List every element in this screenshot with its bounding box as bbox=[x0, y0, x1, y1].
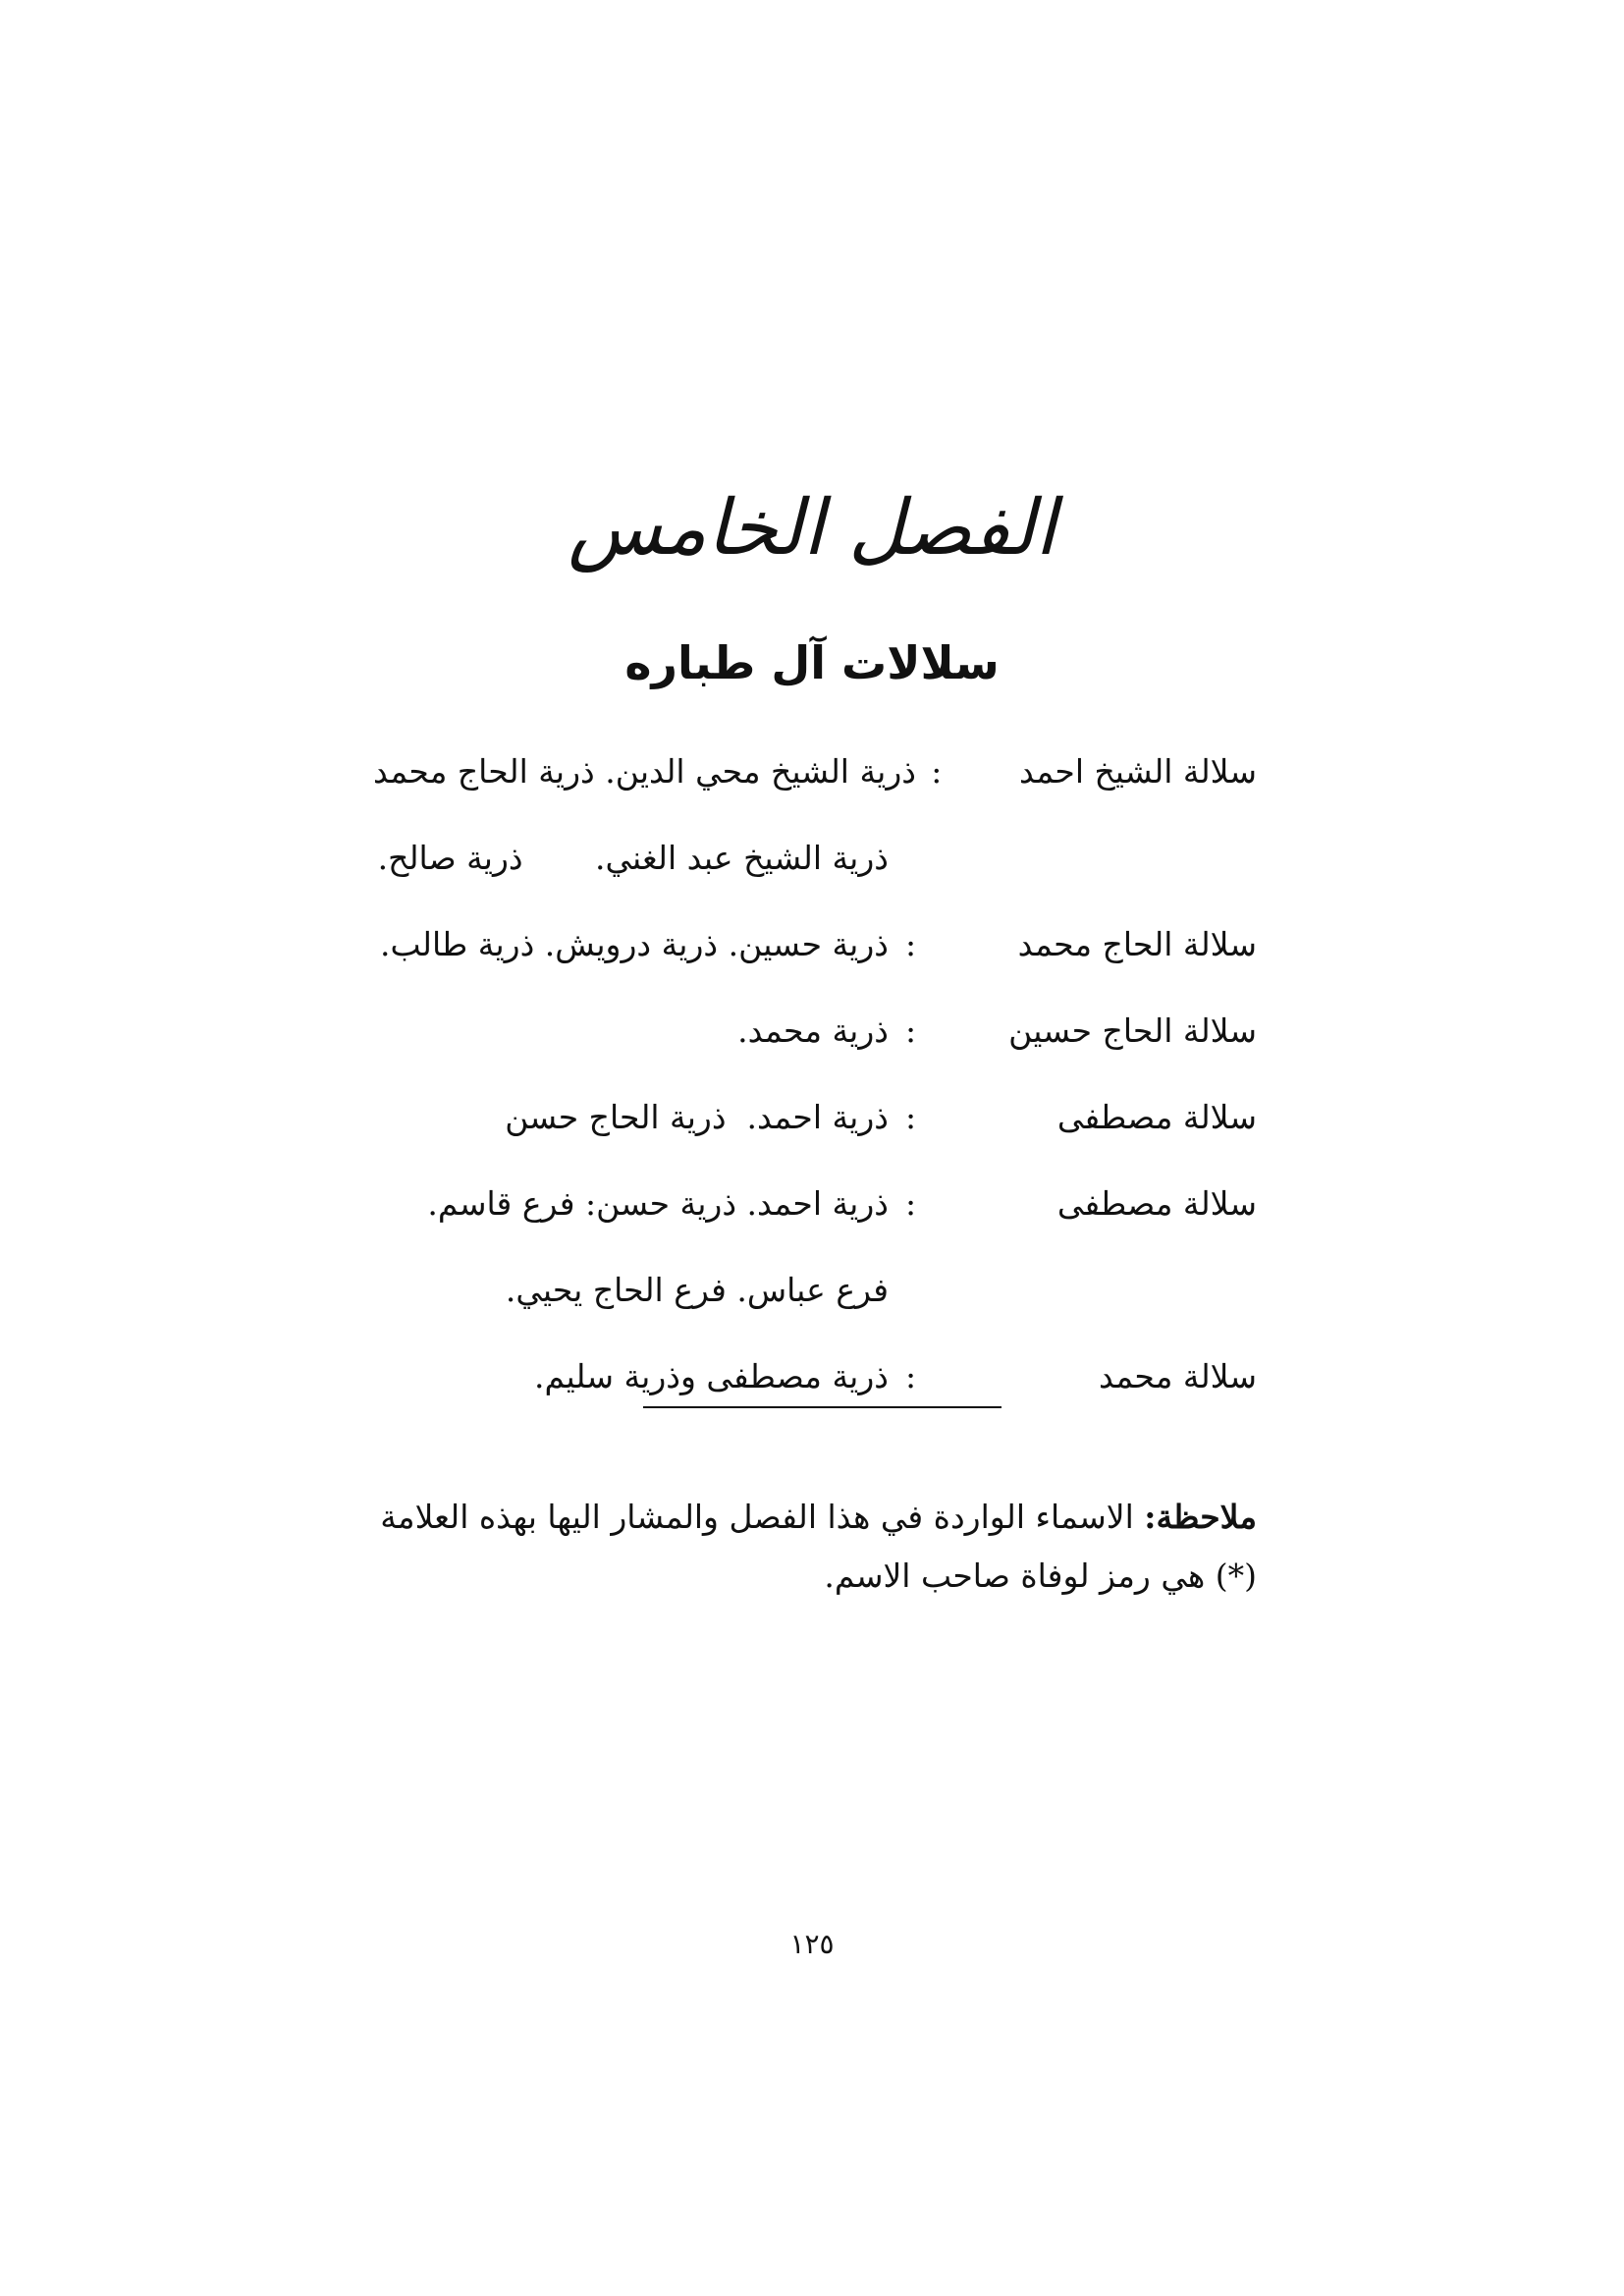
footnote bbox=[373, 1488, 1257, 1606]
lineage-descendants: ذرية الشيخ محي الدين. ذرية الحاج محمد bbox=[373, 752, 916, 791]
lineage-separator: : bbox=[931, 752, 943, 791]
footnote-label: ملاحظة: bbox=[1144, 1498, 1257, 1536]
lineage-name: سلالة محمد bbox=[1099, 1357, 1257, 1395]
lineage-row bbox=[373, 1161, 1257, 1247]
lineage-list bbox=[373, 729, 1257, 1420]
section-title: سلالات آل طباره bbox=[624, 636, 1000, 689]
lineage-descendants: ذرية مصطفى وذرية سليم. bbox=[534, 1357, 889, 1395]
lineage-row bbox=[373, 902, 1257, 988]
footnote-text: الاسماء الواردة في هذا الفصل والمشار اليها بهذه العلامة (*) هي رمز لوفاة صاحب الاسم. bbox=[380, 1498, 1257, 1595]
lineage-name: سلالة الحاج حسين bbox=[1008, 1011, 1257, 1050]
footnote-separator bbox=[643, 1406, 1001, 1408]
lineage-descendants: ذرية احمد. ذرية الحاج حسن bbox=[505, 1098, 889, 1136]
lineage-descendants: ذرية احمد. ذرية حسن: فرع قاسم. bbox=[427, 1184, 889, 1223]
page-number: ١٢٥ bbox=[789, 1928, 835, 1960]
lineage-name: سلالة الحاج محمد bbox=[1017, 925, 1257, 963]
lineage-separator: : bbox=[904, 1011, 917, 1050]
lineage-descendants: ذرية الشيخ عبد الغني. ذرية صالح. bbox=[377, 839, 889, 877]
lineage-descendants: فرع عباس. فرع الحاج يحيي. bbox=[505, 1271, 889, 1309]
lineage-name: سلالة الشيخ احمد bbox=[1019, 752, 1257, 791]
lineage-separator: : bbox=[904, 1357, 917, 1395]
lineage-row bbox=[373, 988, 1257, 1074]
lineage-descendants: ذرية حسين. ذرية درويش. ذرية طالب. bbox=[380, 925, 889, 963]
lineage-separator: : bbox=[904, 1184, 917, 1223]
lineage-separator: : bbox=[904, 925, 917, 963]
lineage-separator: : bbox=[904, 1098, 917, 1136]
lineage-row bbox=[373, 1247, 1257, 1334]
lineage-descendants: ذرية محمد. bbox=[737, 1011, 889, 1050]
chapter-title: الفصل الخامس bbox=[568, 484, 1056, 573]
lineage-name: سلالة مصطفى bbox=[1056, 1184, 1257, 1223]
lineage-row bbox=[373, 729, 1257, 815]
lineage-row bbox=[373, 815, 1257, 902]
lineage-name: سلالة مصطفى bbox=[1056, 1098, 1257, 1136]
lineage-row bbox=[373, 1074, 1257, 1161]
